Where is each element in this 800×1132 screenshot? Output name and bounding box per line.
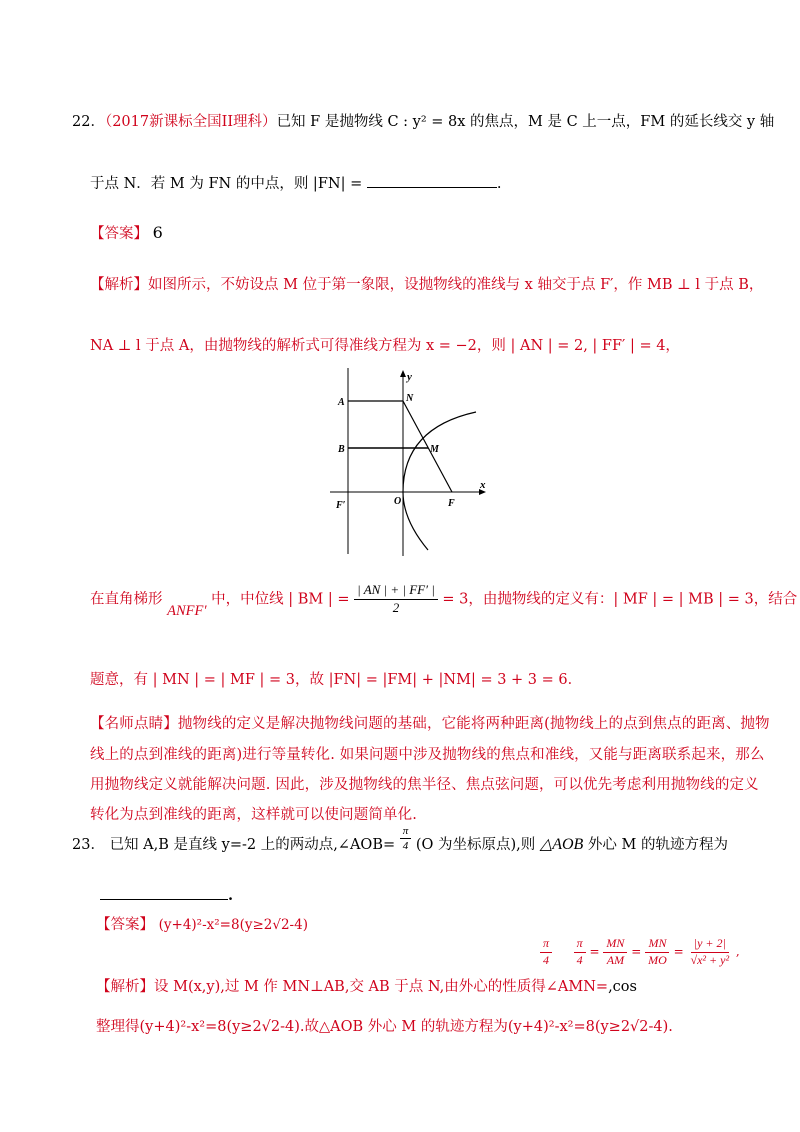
label-M: M	[430, 444, 439, 455]
frac-den: 2	[392, 599, 400, 615]
q23-text-b: (O 为坐标原点),则	[415, 836, 536, 853]
q23-text-c: 外心 M 的轨迹方程为	[587, 836, 728, 853]
trap-text-3: = 3，由抛物线的定义有：| MF | = | MB | = 3，结合	[442, 591, 798, 608]
q22-number: 22．	[72, 114, 105, 130]
q23-answer-row	[96, 913, 308, 934]
frac-num: | AN | + | FF′ |	[354, 582, 438, 600]
eq-pi-2: π	[574, 936, 586, 953]
label-F-prime: F′	[336, 500, 346, 511]
pi-num: π	[400, 824, 412, 839]
note-line-1	[90, 712, 770, 733]
eq-frac-2	[603, 936, 627, 968]
pi-den: 4	[402, 840, 409, 853]
eq-frac-1	[574, 936, 586, 968]
y-axis-arrow	[400, 370, 406, 377]
label-O: O	[394, 496, 402, 507]
label-N: N	[406, 393, 414, 404]
q22-stem-2: 于点 N．若 M 为 FN 的中点，则 |FN| =	[90, 176, 363, 192]
answer-tag: 【答案】	[90, 226, 148, 242]
answer-blank[interactable]	[367, 173, 497, 188]
eq-frac-3	[645, 936, 670, 968]
label-F: F	[448, 498, 455, 509]
eq-root: √x² + y²	[690, 952, 730, 967]
eq-pi-over-4	[540, 936, 552, 968]
eq-abs: |y + 2|	[691, 936, 729, 953]
note-line-4: 转化为点到准线的距离，这样就可以使问题简单化.	[90, 807, 418, 823]
label-x: x	[480, 479, 486, 491]
q23-answer-value: (y+4)²-x²=8(y≥2√2-4)	[158, 917, 308, 933]
q23-analysis-tail: ,cos	[608, 979, 637, 995]
q23-analysis-text: 设 M(x,y),过 M 作 MN⊥AB,交 AB 于点 N,由外心的性质得∠AMN=	[154, 979, 609, 995]
analysis-text-1: 如图所示，不妨设点 M 位于第一象限，设抛物线的准线与 x 轴交于点 F′，作 MB ⊥ l 于点 B，	[148, 277, 764, 293]
q23-analysis-1	[96, 975, 637, 996]
q23-number: 23．	[72, 836, 105, 853]
q22-line2: 于点 N．若 M 为 FN 的中点，则 |FN| = .	[90, 172, 501, 193]
q22-line1	[72, 110, 774, 131]
q23-answer-blank[interactable]	[100, 885, 228, 900]
parabola-curve	[403, 412, 476, 550]
answer-value: 6	[152, 223, 163, 242]
label-B: B	[338, 444, 345, 455]
eq-4-2: 4	[576, 952, 583, 967]
note-text-1: 抛物线的定义是解决抛物线问题的基础，它能将两种距离(抛物线上的点到焦点的距离、抛物	[177, 716, 770, 732]
q23-triangle: △AOB	[539, 835, 584, 853]
q22-stem-1: 已知 F 是抛物线 C : y² = 8x 的焦点，M 是 C 上一点，FM 的延长线交 y 轴	[276, 114, 775, 130]
q22-conclusion: 题意，有 | MN | = | MF | = 3，故 |FN| = |FM| + |NM| = 3 + 3 = 6．	[90, 672, 583, 688]
analysis-tag: 【解析】	[90, 277, 148, 293]
eq-frac-4	[688, 936, 733, 968]
q23-equation: $\frac{\pi}{4}$ $\frac{\pi}{4}$ = $\frac{MN}{AM}$ = $\frac{MN}{MO}$ = $\frac{|y + 2|}{\text{√x² + y²}}$ ,	[540, 936, 740, 968]
label-A: A	[338, 397, 345, 408]
q23-pi-fraction	[400, 824, 412, 854]
eq-mn-2: MN	[645, 936, 669, 953]
eq-mn: MN	[603, 936, 627, 953]
q22-analysis-1	[90, 273, 763, 294]
q23-answer-tag: 【答案】	[96, 917, 154, 933]
segment-NF	[403, 401, 452, 492]
q22-source: （2017新课标全国II理科）	[104, 114, 277, 130]
q23-analysis-2: 整理得(y+4)²-x²=8(y≥2√2-4).故△AOB 外心 M 的轨迹方程为(y+4)²-x²=8(y≥2√2-4).	[96, 1019, 673, 1035]
note-line-2: 线上的点到准线的距离)进行等量转化. 如果问题中涉及抛物线的焦点和准线，又能与距离联系起来，那么	[90, 747, 765, 763]
q23-stem	[72, 825, 728, 860]
note-tag: 【名师点睛】	[90, 716, 178, 732]
q22-trapezoid-line	[90, 582, 798, 620]
trap-text-2: 中，中位线 | BM | =	[211, 591, 350, 608]
q23-blank-row: .	[100, 885, 233, 904]
trap-text-1: 在直角梯形	[90, 591, 163, 608]
label-y: y	[407, 371, 412, 383]
q22-analysis-2: NA ⊥ l 于点 A，由抛物线的解析式可得准线方程为 x = −2，则 | AN | = 2, | FF′ | = 4，	[90, 338, 680, 354]
eq-4: 4	[543, 952, 549, 967]
midline-fraction	[354, 582, 438, 617]
eq-pi: π	[540, 936, 552, 953]
eq-am: AM	[606, 952, 625, 967]
parabola-figure	[330, 368, 500, 556]
q22-answer-row	[90, 222, 163, 243]
note-line-3: 用抛物线定义就能解决问题. 因此，涉及抛物线的焦半径、焦点弦问题，可以优先考虑利用抛物线的定义	[90, 777, 759, 793]
eq-mo: MO	[648, 952, 667, 967]
trap-name: ANFF′	[167, 603, 207, 620]
q23-text-a: 已知 A,B 是直线 y=-2 上的两动点,∠AOB=	[109, 836, 396, 853]
q23-analysis-tag: 【解析】	[96, 979, 154, 995]
